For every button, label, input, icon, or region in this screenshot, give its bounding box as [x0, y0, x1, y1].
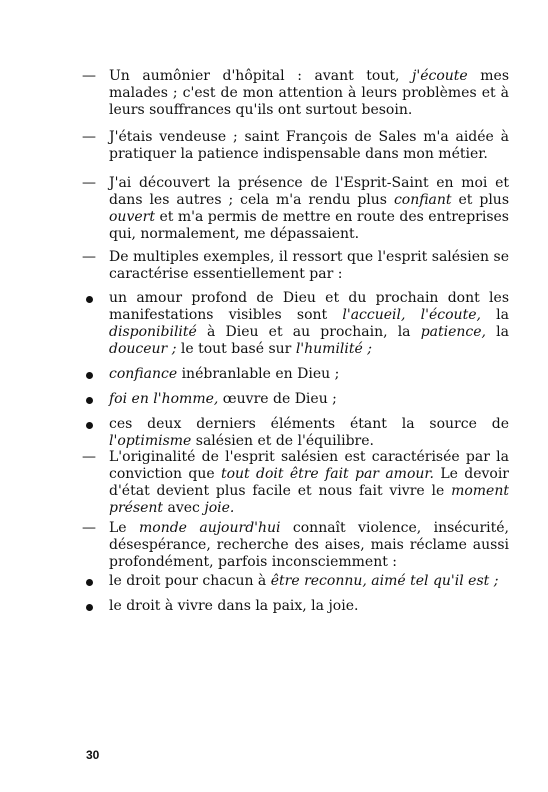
bullet-dot-icon: [86, 372, 93, 379]
dash-marker: —: [82, 68, 96, 84]
text-run: et m'a permis de mettre en route des entreprises qui, normalement, me dépassaient.: [109, 209, 509, 242]
bullet-dot-icon: [86, 296, 93, 303]
bullet-item: [86, 366, 509, 383]
text-run: avec: [163, 500, 205, 516]
italic-text: monde aujourd'hui: [138, 520, 281, 536]
text-run: le tout basé sur: [176, 341, 296, 357]
dash-marker: —: [82, 175, 96, 191]
italic-text: confiant: [393, 192, 452, 208]
text-run: œuvre de Dieu ;: [218, 391, 337, 407]
dash-marker: —: [82, 520, 96, 536]
dash-marker: —: [82, 129, 96, 145]
text-run: inébranlable en Dieu ;: [177, 366, 340, 382]
paragraph-text: [109, 249, 509, 283]
text-run: Le: [109, 520, 139, 536]
text-run: le droit pour chacun à: [109, 573, 271, 589]
text-run: et plus: [451, 192, 510, 208]
text-run: la: [480, 307, 509, 323]
bullet-dot-icon: [86, 422, 93, 429]
italic-text: l'écoute,: [420, 307, 481, 323]
bullet-list: [86, 573, 509, 623]
dash-marker: —: [82, 249, 96, 265]
text-run: J'étais vendeuse ; saint François de Sales m'a aidée à pratiquer la patience indispensable dans mon métier.: [109, 129, 509, 162]
italic-text: l'humilité ;: [295, 341, 372, 357]
italic-text: tout doit être fait par amour.: [220, 466, 434, 482]
bullet-item: [86, 598, 509, 615]
italic-text: être reconnu, aimé tel qu'il est ;: [270, 573, 499, 589]
text-run: salésien et de l'équilibre.: [191, 433, 374, 449]
text-run: mes malades ; c'est de mon attention à leurs problèmes et à leurs souffrances qu'ils ont surtout besoin.: [109, 68, 509, 118]
text-run: J'ai découvert la présence de l'Esprit-Saint en moi et dans les autres ; cela m'a rendu plus: [109, 175, 509, 208]
paragraph-text: [109, 129, 509, 163]
page-number: 30: [86, 748, 100, 762]
paragraph-text: [109, 68, 509, 119]
bullet-item: [86, 416, 509, 450]
text-run: ces deux derniers éléments étant la source de: [109, 416, 509, 432]
bullet-text: [109, 598, 509, 615]
paragraph-text: [109, 449, 509, 517]
text-run: L'originalité de l'esprit salésien est caractérisée par la conviction que: [109, 449, 509, 482]
italic-text: j'écoute: [412, 68, 468, 84]
paragraph-text: [109, 520, 509, 571]
italic-text: disponibilité: [109, 324, 197, 340]
bullet-dot-icon: [86, 604, 93, 611]
text-run: Un aumônier d'hôpital : avant tout,: [109, 68, 413, 84]
text-run: le droit à vivre dans la paix, la joie.: [109, 598, 359, 614]
text-run: à Dieu et au prochain, la: [196, 324, 421, 340]
italic-text: ouvert: [109, 209, 155, 225]
text-run: connaît violence, insécurité, désespérance, recherche des aises, mais réclame aussi profondément, parfois inconsciemment :: [109, 520, 509, 570]
bullet-text: [109, 366, 509, 383]
italic-text: patience,: [420, 324, 486, 340]
text-run: un amour profond de Dieu et du prochain dont les manifestations visibles sont: [109, 290, 509, 323]
bullet-text: [109, 573, 509, 590]
text-run: [405, 307, 420, 323]
bullet-dot-icon: [86, 579, 93, 586]
italic-text: foi en l'homme,: [109, 391, 219, 407]
bullet-list: [86, 290, 509, 458]
bullet-text: [109, 290, 509, 358]
text-run: De multiples exemples, il ressort que l'esprit salésien se caractérise essentiellement par :: [109, 249, 509, 282]
bullet-text: [109, 391, 509, 408]
bullet-item: [86, 573, 509, 590]
italic-text: moment présent: [109, 483, 509, 516]
italic-text: douceur ;: [109, 341, 177, 357]
text-run: Le devoir d'état devient plus facile et nous fait vivre le: [109, 466, 509, 499]
bullet-text: [109, 416, 509, 450]
italic-text: joie.: [204, 500, 235, 516]
bullet-dot-icon: [86, 397, 93, 404]
italic-text: l'accueil,: [342, 307, 406, 323]
paragraph-text: [109, 175, 509, 243]
italic-text: l'optimisme: [109, 433, 192, 449]
text-run: la: [486, 324, 509, 340]
dash-marker: —: [82, 449, 96, 465]
bullet-item: [86, 391, 509, 408]
bullet-item: [86, 290, 509, 358]
italic-text: confiance: [109, 366, 178, 382]
